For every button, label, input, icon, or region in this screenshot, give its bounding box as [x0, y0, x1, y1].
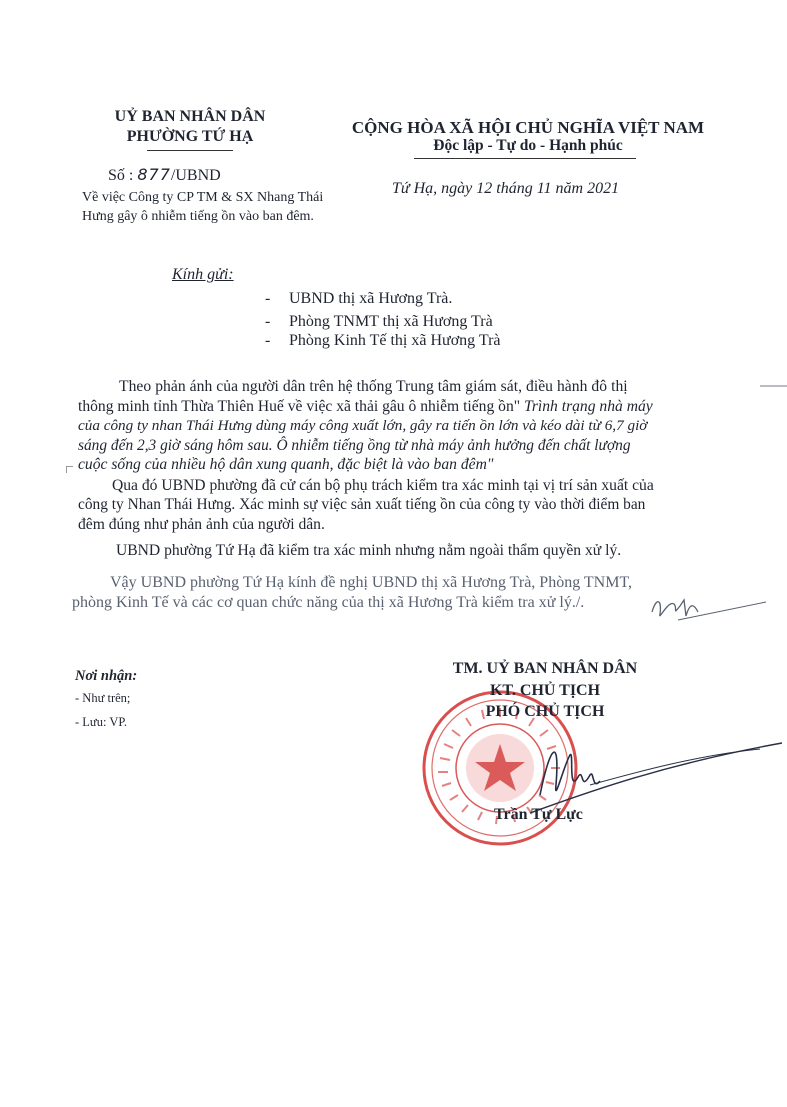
- body-p2-line2: công ty Nhan Thái Hưng. Xác minh sự việc sản xuất tiếng ồn của công ty vào thời điểm ban: [78, 496, 646, 513]
- signer-name: Trần Tự Lực: [494, 806, 583, 823]
- noi-nhan-item: - Như trên;: [75, 691, 131, 705]
- body-p2-line3: đêm đúng như phản ảnh của người dân.: [78, 516, 325, 533]
- document-number: [108, 165, 221, 185]
- recipient-item: [265, 332, 501, 350]
- subject-line: Về việc Công ty CP TM & SX Nhang Thái Hưng gây ô nhiễm tiếng ồn vào ban đêm.: [82, 190, 324, 224]
- noi-nhan-item: - Lưu: VP.: [75, 715, 128, 729]
- body-p2-line1: Qua đó UBND phường đã cử cán bộ phụ trách kiểm tra xác minh tại vị trí sản xuất của: [112, 477, 654, 494]
- recipient-text: Phòng Kinh Tế thị xã Hương Trà: [289, 332, 501, 349]
- org-line-2: PHƯỜNG TỨ HẠ: [126, 128, 254, 145]
- scan-artifact-mark: [66, 466, 73, 473]
- scan-artifact-line: [760, 385, 787, 387]
- org-underline: [147, 150, 233, 151]
- recipient-dash: -: [265, 290, 271, 307]
- republic-title: CỘNG HÒA XÃ HỘI CHỦ NGHĨA VIỆT NAM: [351, 118, 705, 137]
- org-line-1: UỶ BAN NHÂN DÂN: [114, 108, 266, 125]
- noi-nhan-label: Nơi nhận:: [75, 668, 138, 684]
- motto: Độc lập - Tự do - Hạnh phúc: [433, 137, 623, 154]
- body-p1-line2: [78, 398, 653, 416]
- body-p1-line3: của công ty nhan Thái Hưng dùng máy công xuất lớn, gây ra tiến ồn lớn và kéo dài từ 6,7 giờ: [78, 417, 648, 434]
- motto-underline: [414, 158, 636, 159]
- number-prefix: Số :: [108, 167, 134, 184]
- recipient-text: Phòng TNMT thị xã Hương Trà: [289, 313, 493, 330]
- initials-mark: [648, 590, 768, 630]
- recipient-text: UBND thị xã Hương Trà.: [289, 290, 453, 307]
- recipient-item: [265, 313, 493, 331]
- recipient-item: [265, 290, 452, 308]
- body-p3-line1: UBND phường Tứ Hạ đã kiểm tra xác minh nhưng nằm ngoài thẩm quyền xử lý.: [116, 542, 622, 559]
- date-place: Tứ Hạ, ngày 12 tháng 11 năm 2021: [392, 180, 620, 197]
- sign-line-2: KT. CHỦ TỊCH: [489, 682, 601, 699]
- body-p4-line2: phòng Kinh Tế và các cơ quan chức năng của thị xã Hương Trà kiểm tra xử lý./.: [72, 594, 585, 611]
- body-p1-line4: sáng đến 2,3 giờ sáng hôm sau. Ô nhiễm tiếng ồng từ nhà máy ảnh hưởng đến chất lượng: [78, 437, 631, 454]
- recipient-dash: -: [265, 332, 271, 349]
- sign-line-1: TM. UỶ BAN NHÂN DÂN: [452, 660, 638, 677]
- recipients-label: Kính gửi:: [172, 266, 234, 283]
- body-p1-line2-normal: thông minh tỉnh Thừa Thiên Huế về việc xã thải gâu ô nhiễm tiếng ồn": [78, 398, 521, 415]
- body-p4-line1: Vậy UBND phường Tứ Hạ kính đề nghị UBND thị xã Hương Trà, Phòng TNMT,: [110, 574, 633, 591]
- sign-line-3: PHÓ CHỦ TỊCH: [485, 703, 605, 720]
- body-p1-line5: cuộc sống của nhiều hộ dân xung quanh, đặc biệt là vào ban đêm": [78, 456, 494, 473]
- recipient-dash: -: [265, 313, 271, 330]
- body-p1-line1: Theo phản ánh của người dân trên hệ thống Trung tâm giám sát, điều hành đô thị: [119, 378, 628, 395]
- body-p1-line2-italic: Trình trạng nhà máy: [524, 398, 653, 415]
- number-value: 877: [137, 165, 171, 184]
- number-suffix: /UBND: [170, 167, 221, 184]
